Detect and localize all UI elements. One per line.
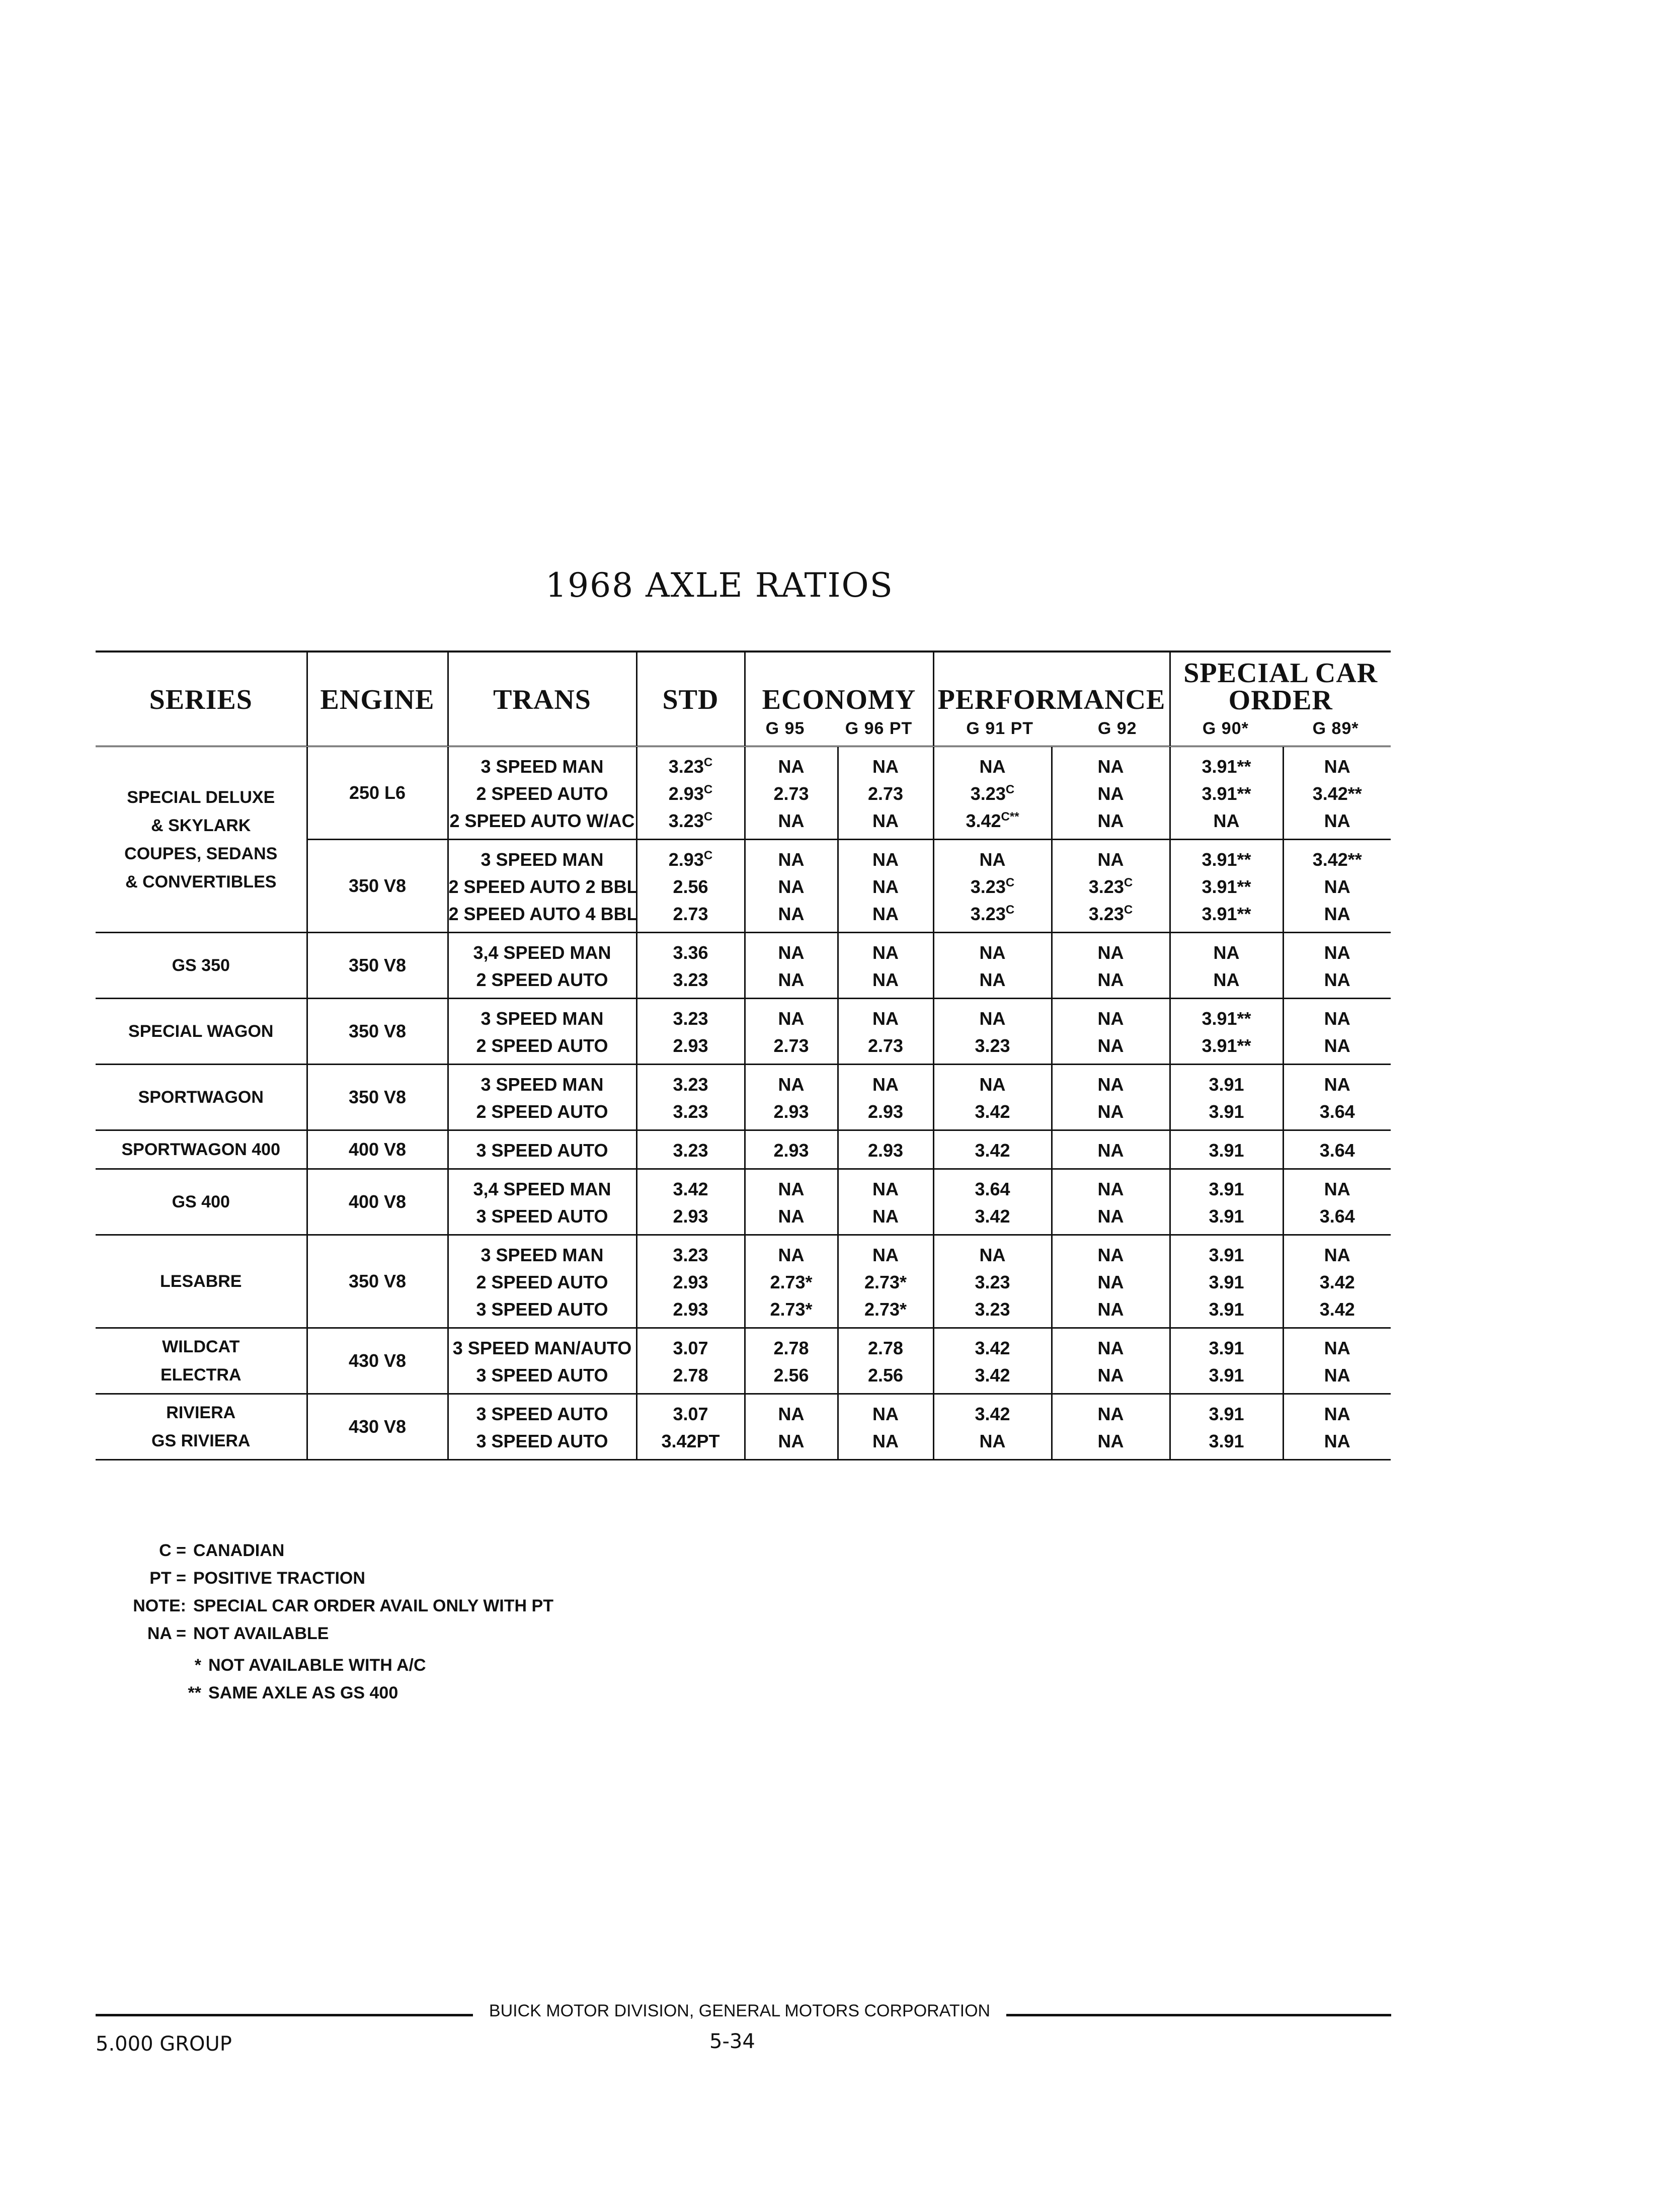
ratio-cell: 3.91 3.91 [1170,1065,1283,1130]
ratio-cell: NA 3.23 3.23 [933,1235,1052,1328]
trans-cell: 3,4 SPEED MAN 3 SPEED AUTO [448,1169,636,1235]
trans-cell: 3 SPEED MAN 2 SPEED AUTO 2 BBL 2 SPEED AUTO 4 BBL [448,840,636,933]
series-cell: GS 350 [172,956,230,975]
engine-cell: 400 V8 [307,1130,448,1169]
engine-cell: 350 V8 [307,1235,448,1328]
ratio-cell: $3.23^C$ $2.93^C$ $3.23^C$ [636,747,745,840]
header-g91: G 91 PT [966,719,1034,738]
ratio-cell: 3.23 [636,1130,745,1169]
header-g96: G 96 PT [845,719,913,738]
ratio-cell: 3.42 2.93 [636,1169,745,1235]
footer-page-number: 5-34 [709,2030,755,2053]
note-single-star: * NOT AVAILABLE WITH A/C [194,1656,426,1675]
ratio-cell: 3.42 NA [933,1394,1052,1460]
ratio-cell: NA NA [1283,933,1391,999]
ratio-cell: NA 2.73* 2.73* [838,1235,933,1328]
ratio-cell: NA 2.73 [745,999,838,1065]
ratio-cell: NA NA [1283,999,1391,1065]
engine-cell: 350 V8 [307,840,448,933]
series-cell: SPORTWAGON 400 [121,1140,280,1159]
ratio-cell: NA $3.23^C$ $3.42^{C**}$ [933,747,1052,840]
ratio-cell: 2.78 2.56 [745,1328,838,1394]
series-cell: LESABRE [160,1272,242,1291]
ratio-cell: 3.42 3.42 [933,1328,1052,1394]
page-title: 1968 AXLE RATIOS [545,566,894,605]
ratio-cell: 2.93 [745,1130,838,1169]
ratio-cell: NA 3.64 [1283,1169,1391,1235]
engine-cell: 400 V8 [307,1169,448,1235]
ratio-cell: 3.91 [1170,1130,1283,1169]
ratio-cell: 3.42 [933,1130,1052,1169]
ratio-cell: NA NA NA [1052,1235,1170,1328]
ratio-cell: 3.91 3.91 [1170,1169,1283,1235]
note-not-available: NA = NOT AVAILABLE [147,1624,329,1643]
footer-group: 5.000 GROUP [96,2032,232,2056]
engine-cell: 350 V8 [307,999,448,1065]
series-cell: SPORTWAGON [138,1088,264,1107]
ratio-cell: NA NA NA [745,840,838,933]
ratio-cell: NA NA [1052,1394,1170,1460]
footer-rule-left [96,2014,473,2016]
ratio-cell: NA 3.42 [933,1065,1052,1130]
series-cell: SPECIAL DELUXE & SKYLARK COUPES, SEDANS & CONVERTIBLES [124,787,278,891]
trans-cell: 3 SPEED MAN 2 SPEED AUTO [448,1065,636,1130]
table-header-row [96,652,1391,747]
ratio-cell: NA 2.73 NA [838,747,933,840]
ratio-cell: NA NA [1052,1065,1170,1130]
table-row [96,1130,1391,1169]
header-g92: G 92 [1097,719,1137,738]
ratio-cell: 3.91 3.91 [1170,1394,1283,1460]
ratio-cell: NA NA NA [838,840,933,933]
footer-company: BUICK MOTOR DIVISION, GENERAL MOTORS CORPORATION [489,2001,991,2020]
ratio-cell: 3.42** NA NA [1283,840,1391,933]
header-performance: PERFORMANCE G 91 PT G 92 [933,652,1170,747]
header-g90: G 90* [1202,719,1249,738]
ratio-cell: 3.07 2.78 [636,1328,745,1394]
ratio-cell: 3.91 3.91 [1170,1328,1283,1394]
note-double-star: ** SAME AXLE AS GS 400 [188,1683,398,1702]
note-special-order: NOTE: SPECIAL CAR ORDER AVAIL ONLY WITH PT [133,1596,553,1615]
ratio-cell: NA NA [933,933,1052,999]
ratio-cell: 2.78 2.56 [838,1328,933,1394]
ratio-cell: 3.64 3.42 [933,1169,1052,1235]
ratio-cell: NA NA [838,933,933,999]
trans-cell: 3,4 SPEED MAN 2 SPEED AUTO [448,933,636,999]
ratio-cell: NA NA [1283,1328,1391,1394]
header-trans: TRANS [448,652,636,747]
ratio-cell: NA NA [1052,999,1170,1065]
ratio-cell: NA NA [745,1394,838,1460]
trans-cell: 3 SPEED AUTO [448,1130,636,1169]
ratio-cell: NA NA [1052,1169,1170,1235]
series-cell: WILDCAT ELECTRA [160,1337,242,1385]
ratio-cell: 3.23 2.93 2.93 [636,1235,745,1328]
ratio-cell: NA 3.42** NA [1283,747,1391,840]
header-economy: ECONOMY G 95 G 96 PT [745,652,933,747]
ratio-cell: NA NA [838,1394,933,1460]
trans-cell: 3 SPEED MAN/AUTO 3 SPEED AUTO [448,1328,636,1394]
series-cell: GS 400 [172,1192,230,1211]
table-row [96,747,1391,840]
ratio-cell: NA NA [1052,1328,1170,1394]
footer-rule-right [1006,2014,1391,2016]
ratio-cell: 3.07 3.42PT [636,1394,745,1460]
ratio-cell: NA $3.23^C$ $3.23^C$ [1052,840,1170,933]
ratio-cell: NA 2.93 [838,1065,933,1130]
ratio-cell: NA 2.93 [745,1065,838,1130]
ratio-cell: 3.91** 3.91** [1170,999,1283,1065]
ratio-cell: 3.23 3.23 [636,1065,745,1130]
ratio-cell: 3.91 3.91 3.91 [1170,1235,1283,1328]
header-std: STD [636,652,745,747]
ratio-cell: 3.36 3.23 [636,933,745,999]
header-series: SERIES [96,652,307,747]
engine-cell: 250 L6 [307,747,448,840]
trans-cell: 3 SPEED AUTO 3 SPEED AUTO [448,1394,636,1460]
engine-cell: 350 V8 [307,1065,448,1130]
engine-cell: 430 V8 [307,1394,448,1460]
ratio-cell: 3.23 2.93 [636,999,745,1065]
ratio-cell: NA 3.42 3.42 [1283,1235,1391,1328]
ratio-cell: NA NA [1170,933,1283,999]
table-row [96,999,1391,1065]
ratio-cell: NA NA [1283,1394,1391,1460]
engine-cell: 430 V8 [307,1328,448,1394]
table-row [96,1235,1391,1328]
table-row [96,1169,1391,1235]
ratio-cell: 3.91** 3.91** NA [1170,747,1283,840]
ratio-cell: NA 2.73* 2.73* [745,1235,838,1328]
ratio-cell: NA 2.73 NA [745,747,838,840]
ratio-cell: NA NA [745,1169,838,1235]
legend-notes [116,1537,553,1707]
ratio-cell: NA NA [838,1169,933,1235]
ratio-cell: NA 3.23 [933,999,1052,1065]
series-cell: RIVIERA GS RIVIERA [151,1403,251,1450]
ratio-cell: NA 3.64 [1283,1065,1391,1130]
series-cell: SPECIAL WAGON [128,1022,274,1041]
header-engine: ENGINE [307,652,448,747]
table-row [96,1065,1391,1130]
header-special-car-order: SPECIAL CAR ORDER G 90* G 89* [1170,652,1391,747]
ratio-cell: NA $3.23^C$ $3.23^C$ [933,840,1052,933]
table-row [96,1394,1391,1460]
header-g95: G 95 [765,719,805,738]
table-row [96,933,1391,999]
ratio-cell: NA NA [745,933,838,999]
ratio-cell: NA NA NA [1052,747,1170,840]
ratio-cell: $2.93^C$ 2.56 2.73 [636,840,745,933]
engine-cell: 350 V8 [307,933,448,999]
axle-ratio-table [96,650,1391,1460]
table-row [96,1328,1391,1394]
trans-cell: 3 SPEED MAN 2 SPEED AUTO [448,999,636,1065]
ratio-cell: 3.91** 3.91** 3.91** [1170,840,1283,933]
trans-cell: 3 SPEED MAN 2 SPEED AUTO 2 SPEED AUTO W/AC [448,747,636,840]
ratio-cell: NA 2.73 [838,999,933,1065]
ratio-cell: NA [1052,1130,1170,1169]
ratio-cell: 2.93 [838,1130,933,1169]
trans-cell: 3 SPEED MAN 2 SPEED AUTO 3 SPEED AUTO [448,1235,636,1328]
note-canadian: C = CANADIAN [159,1541,285,1560]
ratio-cell: 3.64 [1283,1130,1391,1169]
ratio-cell: NA NA [1052,933,1170,999]
note-positive-traction: PT = POSITIVE TRACTION [149,1569,365,1588]
header-g89: G 89* [1312,719,1359,738]
